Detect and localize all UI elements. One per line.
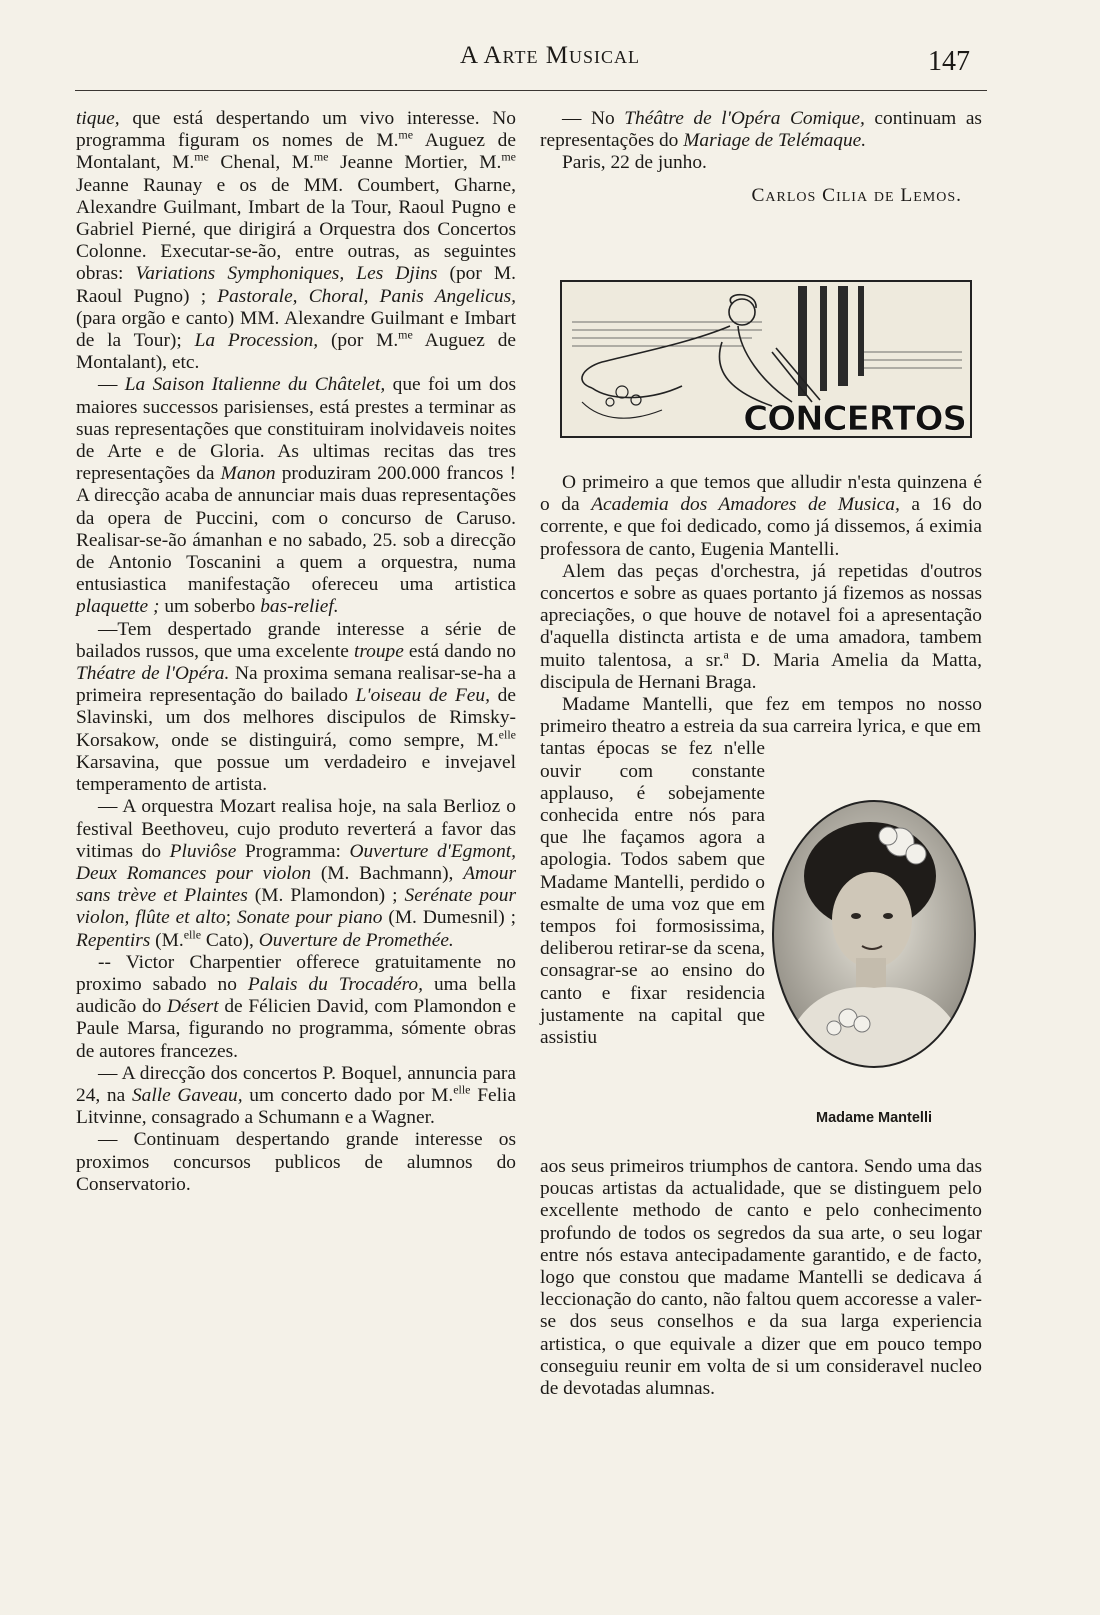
portrait-madame-mantelli xyxy=(770,798,978,1070)
paragraph: —Tem despertado grande interesse a série de bailados russos, que uma excelente troupe está dando no Théatre de l'Opéra. Na proxima semana realisar-se-ha a primeira representação do bailado L'oiseau de Feu, de Slavinski, um dos melhores discipulos de Rimsky-Korsakow, onde se distinguirá, como sempre, M.$^{elle}$ Karsavina, que possue um verdadeiro e invejavel temperamento de artista. xyxy=(76,618,517,796)
concertos-banner xyxy=(560,280,972,438)
text-after-portrait xyxy=(540,1156,982,1400)
paragraph: Paris, 22 de junho. xyxy=(562,152,707,174)
right-column-top xyxy=(540,108,982,207)
paragraph: Alem das peças d'orchestra, já repetidas d'outros concertos e sobre as quaes portanto já fizemos as nossas apreciações, o que houve de notavel foi a apresentação d'aquella distincta artista e de uma amadora, tambem muito talentosa, a sr.$^a$ D. Maria Amelia da Matta, discipula de Hernani Braga. xyxy=(540,560,982,693)
text-beside-portrait: tantas épocas se fez n'elle ouvir com constante applauso, é sobejamente conhecida entre nós para que lhe façamos agora a apologia. Todos sabem que Madame Mantelli, perdido o esmalte de uma voz que em tempos foi formosissima, deliberou retirar-se da scena, consagrar-se ao ensino do canto e fixar residencia justamente na capital que assistiu xyxy=(540,738,765,1049)
author-signature: Carlos Cilia de Lemos. xyxy=(751,184,962,206)
running-header: A Arte Musical xyxy=(460,42,640,69)
paragraph: — No Théâtre de l'Opéra Comique, continuam as representações do Mariage de Telémaque. xyxy=(540,108,982,152)
concertos-illustration xyxy=(562,282,970,436)
paragraph: — Continuam despertando grande interesse os proximos concursos publicos de alumnos do Conservatorio. xyxy=(76,1129,516,1195)
portrait-image xyxy=(770,798,978,1070)
paragraph: Madame Mantelli, que fez em tempos no nosso primeiro theatro a estreia da sua carreira lyrica, e que em xyxy=(540,694,982,738)
paragraph: -- Victor Charpentier offerece gratuitamente no proximo sabado no Palais du Trocadéro, uma bella audicão do Désert de Félicien David, com Plamondon e Paule Marsa, figurando no programma, sómente obras de autores francezes. xyxy=(76,951,516,1062)
paragraph: — La Saison Italienne du Châtelet, que foi um dos maiores successos parisienses, está prestes a terminar as suas representações que constituiram inolvidaveis noites de Arte e de Gloria. As ultimas recitas das tres representações da Manon produziram 200.000 francos ! A direcção acaba de annunciar mais duas representações da opera de Puccini, com o concurso de Caruso. Realisar-se-ão ámanhan e no sabado, 25. sob a direcção de Antonio Toscanini a quem a orquestra, numa entusiastica manifestação ofereceu uma artistica plaquette ; um soberbo bas-relief. xyxy=(76,374,517,618)
paragraph: — A direcção dos concertos P. Boquel, annuncia para 24, na Salle Gaveau, um concerto dado por M.$^{elle}$ Felia Litvinne, consagrado a Schumann e a Wagner. xyxy=(76,1062,516,1129)
paragraph: — A orquestra Mozart realisa hoje, na sala Berlioz o festival Beethoveu, cujo produto reverterá a favor das vitimas do Pluviôse Programma: Ouverture d'Egmont, Deux Romances pour violon (M. Bachmann), Amour sans trève et Plaintes (M. Plamondon) ; Serénate pour violon, flûte et alto; Sonate pour piano (M. Dumesnil) ; Repentirs (M.$^{elle}$ Cato), Ouverture de Promethée. xyxy=(76,796,516,951)
page-number: 147 xyxy=(928,46,970,77)
continuation-paragraph: aos seus primeiros triumphos de cantora. Sendo uma das poucas artistas da actualidade, que se distinguem pelo excellente methodo de canto e pelo conhecimento profundo de todos os segredos da sua arte, o seu logar entre nós estava antecipadamente garantido, e de facto, logo que constou que madame Mantelli se dedicava á leccionação do canto, não faltou quem accoresse a valer-se dos seus conselhos e da sua larga experiencia artistica, o que equivale a dizer que em pouco tempo conseguiu reunir em volta de si um consideravel nucleo de devotadas alumnas. xyxy=(540,1156,982,1400)
paragraph: tique, que está despertando um vivo interesse. No programma figuram os nomes de M.$^{me}$ Auguez de Montalant, M.$^{me}$ Chenal, M.$^{me}$ Jeanne Mortier, M.$^{me}$ Jeanne Raunay e os de MM. Coumbert, Gharne, Alexandre Guilmant, Imbart de la Tour, Raoul Pugno e Gabriel Pierné, que dirigirá a Orquestra dos Concertos Colonne. Executar-se-ão, entre outras, as seguintes obras: Variations Symphoniques, Les Djins (por M. Raoul Pugno) ; Pastorale, Choral, Panis Angelicus, (para orgão e canto) MM. Alexandre Guilmant e Imbart de la Tour); La Procession, (por M.$^{me}$ Auguez de Montalant), etc. xyxy=(76,108,516,374)
left-column xyxy=(76,108,516,1196)
right-body-paragraphs xyxy=(540,472,982,738)
portrait-caption: Madame Mantelli xyxy=(815,1110,933,1126)
paragraph: O primeiro a que temos que alludir n'esta quinzena é o da Academia dos Amadores de Musica, a 16 do corrente, e que foi dedicado, como já dissemos, á eximia professora de canto, Eugenia Mantelli. xyxy=(540,472,982,560)
header-rule xyxy=(75,90,987,91)
banner-lettering: Concertos xyxy=(743,399,966,436)
